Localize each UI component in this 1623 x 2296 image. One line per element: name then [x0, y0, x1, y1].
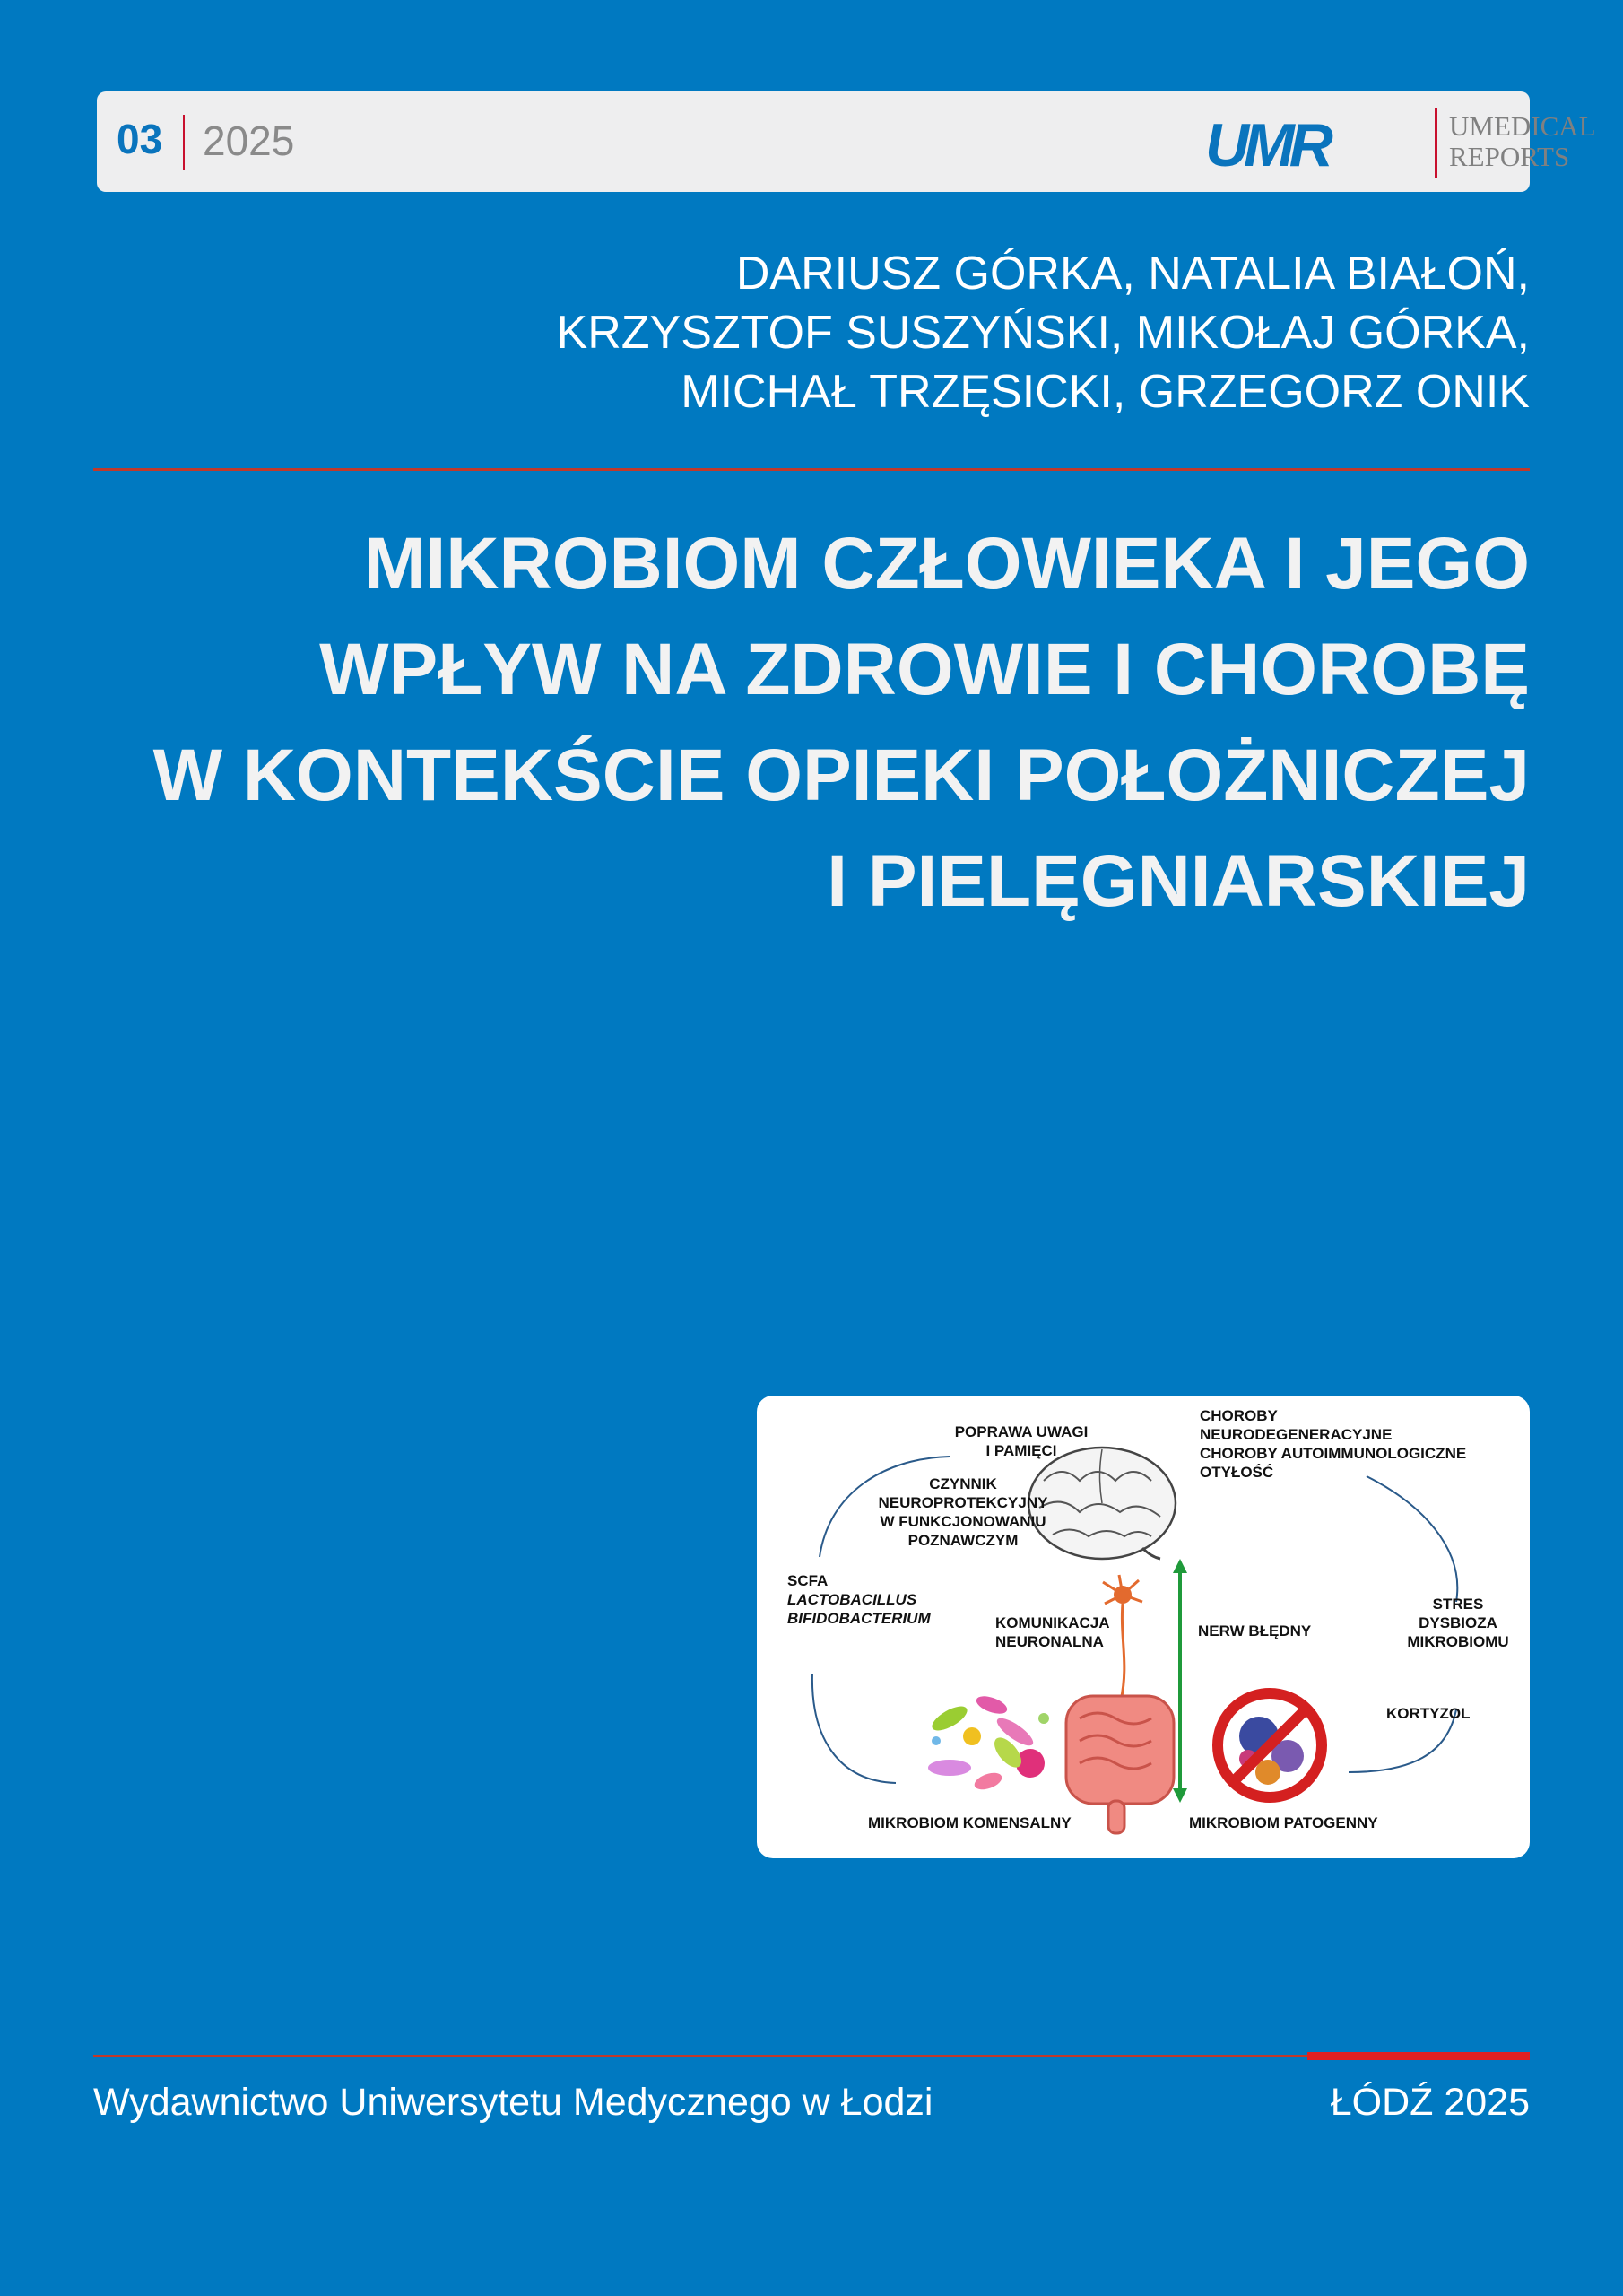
authors-block	[274, 244, 1530, 422]
title-divider	[93, 468, 1530, 471]
title-line: W KONTEKŚCIE OPIEKI POŁOŻNICZEJ	[152, 735, 1530, 816]
authors-line: DARIUSZ GÓRKA, NATALIA BIAŁOŃ,	[735, 248, 1530, 300]
issue-year: 2025	[203, 117, 295, 164]
label-attention-memory: POPRAWA UWAGI I PAMIĘCI	[954, 1423, 1089, 1459]
place-and-year: ŁÓDŹ 2025	[1330, 2081, 1530, 2124]
footer-divider	[93, 2055, 1307, 2057]
label-pathogenic-microbiome: MIKROBIOM PATOGENNY	[1189, 1814, 1378, 1831]
logo-mark: UMR	[1205, 111, 1328, 179]
series-header-bar	[97, 91, 1596, 192]
label-commensal-microbiome: MIKROBIOM KOMENSALNY	[868, 1814, 1072, 1831]
label-diseases: CHOROBY NEURODEGENERACYJNE CHOROBY AUTOIMMUNOLOGICZNE OTYŁOŚĆ	[1200, 1407, 1467, 1481]
umedical-reports-logo	[1196, 108, 1596, 179]
pathogen-prohibited-icon	[1218, 1693, 1322, 1797]
title-line: MIKROBIOM CZŁOWIEKA I JEGO	[364, 523, 1530, 604]
label-vagus-nerve: NERW BŁĘDNY	[1198, 1622, 1312, 1639]
title-line: I PIELĘGNIARSKIEJ	[827, 840, 1530, 922]
footer-divider-accent	[1307, 2052, 1530, 2060]
logo-text-line1: UMEDICAL	[1449, 110, 1596, 142]
label-neuroprotective-factor: CZYNNIK NEUROPROTEKCYJNY W FUNKCJONOWANIU POZNAWCZYM	[878, 1475, 1048, 1549]
commensal-bacteria-icon	[928, 1692, 1049, 1793]
logo-text-line2: REPORTS	[1449, 141, 1570, 172]
label-stress-dysbiosis: STRES DYSBIOZA MIKROBIOMU	[1407, 1596, 1509, 1650]
gut-brain-axis-illustration	[757, 1396, 1530, 1858]
right-upper-arc	[1367, 1476, 1457, 1602]
label-scfa-bacteria: SCFA LACTOBACILLUS BIFIDOBACTERIUM	[787, 1572, 931, 1627]
publisher-name: Wydawnictwo Uniwersytetu Medycznego w Łodzi	[93, 2081, 933, 2124]
left-lower-arc	[812, 1674, 896, 1783]
authors-line: MICHAŁ TRZĘSICKI, GRZEGORZ ONIK	[681, 366, 1530, 418]
issue-divider	[183, 115, 185, 170]
book-title	[95, 511, 1530, 935]
logo-divider	[1435, 108, 1437, 178]
title-line: WPŁYW NA ZDROWIE I CHOROBĘ	[319, 629, 1530, 710]
label-cortisol: KORTYZOL	[1386, 1705, 1471, 1722]
authors-line: KRZYSZTOF SUSZYŃSKI, MIKOŁAJ GÓRKA,	[556, 307, 1530, 359]
label-neuronal-communication: KOMUNIKACJA NEURONALNA	[995, 1614, 1110, 1650]
issue-number: 03	[117, 116, 163, 162]
logo-text	[1449, 111, 1596, 172]
